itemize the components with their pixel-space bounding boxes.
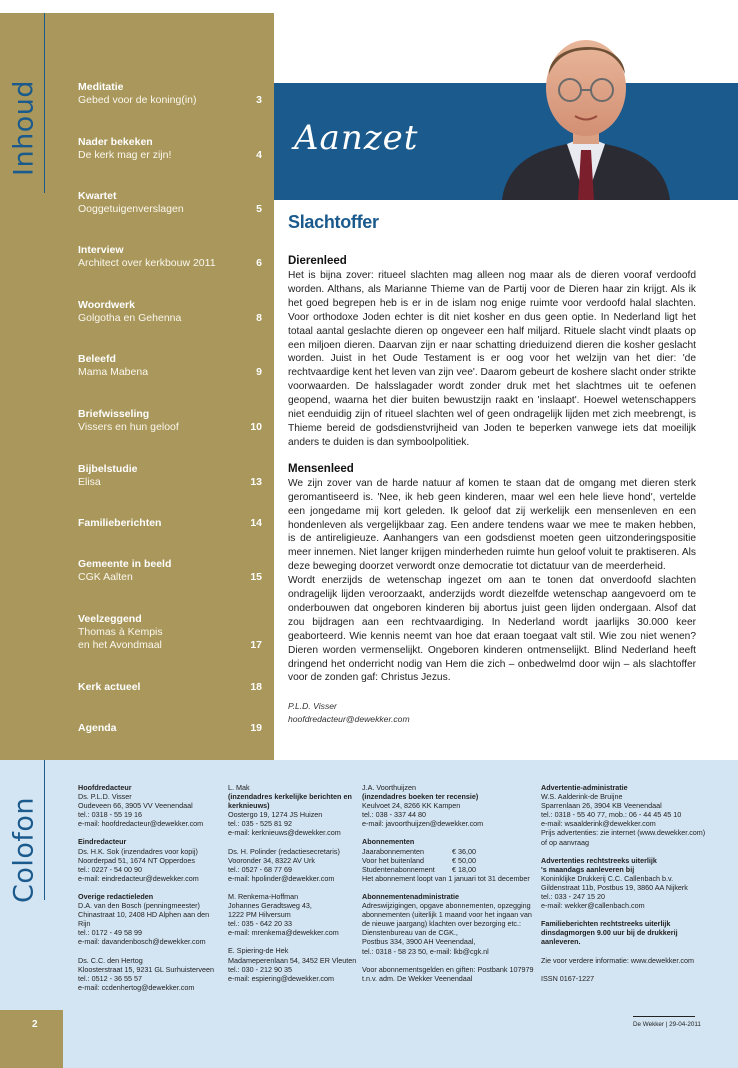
- colofon-column: J.A. Voorthuijzen (inzendadres boeken ter recensie) Keulvoet 24, 8266 KK Kampen tel.: 038 - 337 44 80 e-mail: javoorthuijzen@dewekker.com Abonnementen Jaarabonnementen € 36,00 Voor het buitenland € 50,00 Studentenabonnement € 18,00 Het abonnement loopt van 1 januari tot 31 december Abonnementenadministratie Adreswijzigingen, opgave abonnementen, opzegging abonnementen (uiterlijk 1 maand voor het ingaan van de nieuwe jaargang) klachten over bezorging etc.: Dienstenbureau van de CGK., Postbus 334, 3900 AH Veenendaal, tel.: 0318 - 58 23 50, e-mail: lkb@cgk.nl Voor abonnementsgelden en giften: Postbank 107979 t.n.v. adm. De Wekker Veenendaal: [362, 783, 534, 983]
- toc-item[interactable]: Familieberichten 14: [78, 517, 262, 529]
- divider: [633, 1016, 695, 1017]
- toc-page-number: 6: [256, 257, 262, 269]
- toc-page-number: 14: [250, 517, 262, 529]
- toc-item[interactable]: Gemeente in beeld CGK Aalten 15: [78, 558, 262, 583]
- toc-page-number: 18: [250, 681, 262, 693]
- paragraph: Wordt enerzijds de wetenschap ingezet om aan te tonen dat onverdoofd slachten ondragelijk lijden veroorzaakt, anderzijds wordt diezelfde wetenschap aangevoerd om te onderbouwen dat ongeboren kinderen bij abortus juist geen lijden ondergaan. Alsof dat zou bijdragen aan een rechtvaardiging. In Nederland wordt jaarlijks 30.000 keer geaborteerd. Wie kennis neemt van hoe dat eraan toegaat valt stil. Wie zou niet wenen? Dieren worden vermenselijkt. Ongeboren kinderen ontmenselijkt. Blind Nederland heeft dringend het onderricht nodig van Hem die zich – onbedwelmd door wijn – als slachtoffer voor de zonden gaf: Christus Jezus.: [288, 575, 696, 684]
- signature-name: P.L.D. Visser: [288, 701, 337, 712]
- toc-page-number: 9: [256, 366, 262, 378]
- toc-page-number: 17: [250, 639, 262, 651]
- section-label: Aanzet: [294, 118, 419, 158]
- toc-page-number: 19: [250, 722, 262, 734]
- colofon-column: L. Mak (inzendadres kerkelijke berichten en kerknieuws) Oostergo 19, 1274 JS Huizen tel.: 035 - 525 81 92 e-mail: kerknieuws@dewekker.com Ds. H. Polinder (redactiesecretaris) Vooronder 34, 8322 AV Urk tel.: 0527 - 68 77 69 e-mail: hpolinder@dewekker.com M. Renkema-Hoffman Johannes Geradtsweg 43, 1222 PM Hilversum tel.: 035 - 642 20 33 e-mail: mrenkema@dewekker.com E. Spiering-de Hek Madameperenlaan 54, 3452 ER Vleuten tel.: 030 - 212 90 35 e-mail: espiering@dewekker.com: [228, 783, 357, 983]
- toc-item[interactable]: Woordwerk Golgotha en Gehenna 8: [78, 299, 262, 324]
- divider: [44, 13, 45, 193]
- divider: [44, 760, 45, 900]
- colofon-column: Advertentie-administratie W.S. Aalderink-de Bruijne Sparrenlaan 26, 3904 KB Veenendaal tel.: 0318 - 55 40 77, mob.: 06 - 44 45 45 10 e-mail: wsaalderink@dewekker.com Prijs advertenties: zie internet (www.dewekker.com) of op aanvraag Advertenties rechtstreeks uiterlijk 's maandags aanleveren bij Koninklijke Drukkerij C.C. Callenbach b.v. Gildenstraat 11b, Postbus 19, 3860 AA Nijkerk tel.: 033 - 247 15 20 e-mail: wekker@callenbach.com Familieberichten rechtstreeks uiterlijk dinsdagmorgen 9.00 uur bij de drukkerij aanleveren. Zie voor verdere informatie: www.dewekker.com ISSN 0167-1227: [541, 783, 706, 983]
- toc-page-number: 4: [256, 149, 262, 161]
- toc-item[interactable]: Beleefd Mama Mabena 9: [78, 353, 262, 378]
- footer-issue: De Wekker | 29-04-2011: [633, 1021, 701, 1028]
- toc-item[interactable]: Agenda 19: [78, 722, 262, 734]
- toc-item[interactable]: Kwartet Ooggetuigenverslagen 5: [78, 190, 262, 215]
- toc-item[interactable]: Interview Architect over kerkbouw 2011 6: [78, 244, 262, 269]
- toc-item[interactable]: Bijbelstudie Elisa 13: [78, 463, 262, 488]
- author-portrait: [497, 22, 675, 200]
- toc-item[interactable]: Veelzeggend Thomas à Kempis en het Avondmaal 17: [78, 613, 262, 651]
- article-title: Slachtoffer: [288, 212, 379, 232]
- colofon-column: Hoofdredacteur Ds. P.L.D. Visser Oudeveen 66, 3905 VV Veenendaal tel.: 0318 - 55 19 16 e-mail: hoofdredacteur@dewekker.com Eindredacteur Ds. H.K. Sok (inzendadres voor kopij) Noorderpad 51, 1674 NT Opperdoes tel.: 0227 - 54 00 90 e-mail: eindredacteur@dewekker.com Overige redactieleden D.A. van den Bosch (penningmeester) Chinastraat 10, 2408 HD Alphen aan den Rijn tel.: 0172 - 49 58 99 e-mail: davandenbosch@dewekker.com Ds. C.C. den Hertog Kloosterstraat 15, 9231 GL Surhuisterveen tel.: 0512 - 36 55 57 e-mail: ccdenhertog@dewekker.com: [78, 783, 214, 992]
- table-of-contents: [0, 13, 274, 760]
- toc-page-number: 8: [256, 312, 262, 324]
- paragraph: We zijn zover van de harde natuur af komen te staan dat de omgang met dieren sterk geromantiseerd is. 'Nee, ik heb geen kinderen, maar wel een hele lieve hond', vertelde een jongedame mij kort geleden. Ik geloof dat zij werkelijk een mensenleven en een hondenleven als vergelijkbaar zag. Een andere tendens waar we mee te maken hebben, is de antireligieuze. Aanhangers van een godsdienst moeten geen uitzonderingspositie meer innemen. Niet langer krijgen minderheden ruimte hun geloof voluit te praktiseren. Als deze beweging doorzet verwordt onze democratie tot dictatuur van de meerderheid.: [288, 477, 696, 573]
- toc-page-number: 5: [256, 203, 262, 215]
- article: [288, 212, 696, 725]
- toc-page-number: 15: [250, 571, 262, 583]
- toc-item[interactable]: Meditatie Gebed voor de koning(in) 3: [78, 81, 262, 106]
- signature: [288, 700, 696, 725]
- colofon-title: Colofon: [8, 796, 40, 904]
- toc-item[interactable]: Briefwisseling Vissers en hun geloof 10: [78, 408, 262, 433]
- section-heading: Mensenleed: [288, 462, 354, 475]
- signature-email[interactable]: hoofdredacteur@dewekker.com: [288, 713, 410, 724]
- toc-item[interactable]: Kerk actueel 18: [78, 681, 262, 693]
- toc-item[interactable]: Nader bekeken De kerk mag er zijn! 4: [78, 136, 262, 161]
- toc-page-number: 10: [250, 421, 262, 433]
- toc-page-number: 13: [250, 476, 262, 488]
- colofon: [0, 760, 738, 1068]
- toc-title: Inhoud: [8, 80, 40, 176]
- page-number: 2: [32, 1019, 38, 1030]
- section-heading: Dierenleed: [288, 255, 347, 267]
- toc-page-number: 3: [256, 94, 262, 106]
- paragraph: Het is bijna zover: ritueel slachten mag alleen nog maar als de dieren vooraf verdoofd worden. Althans, als Marianne Thieme van de Partij voor de Dieren haar zin krijgt. Als ik het goed begrepen heb is er in de islam nog enige ruimte voor verdoofd halal slachten. Voor orthodoxe Joden echter is dit niet kosher en dus geen optie. In Nederland ligt het totaal aantal geslachte dieren op ongeveer een half miljard. Rituele slacht vindt plaats op een miljoen dieren. Daarvan zijn er naar schatting drieduizend dieren die kosher geslacht worden. Juist in het Oude Testament is er oog voor het welzijn van het dier: 'de rechtvaardige kent het leven van zijn vee'. Daarom gebeurt de koshere slacht onder strikte voorwaarden. De halsslagader wordt zonder druk met het slachtmes uit te oefenen geopend, waarna het dier buiten bewustzijn raakt en 'inslaapt'. Hoewel wetenschappers niet eenduidig zijn of ritueel slachten wel of geen ondragelijk lijden met zich meebrengt, is Thieme bereid de godsdienstvrijheid van Joden te beperken vanwege iets dat moeilijk anders te duiden is dan symboolpolitiek.: [288, 270, 696, 448]
